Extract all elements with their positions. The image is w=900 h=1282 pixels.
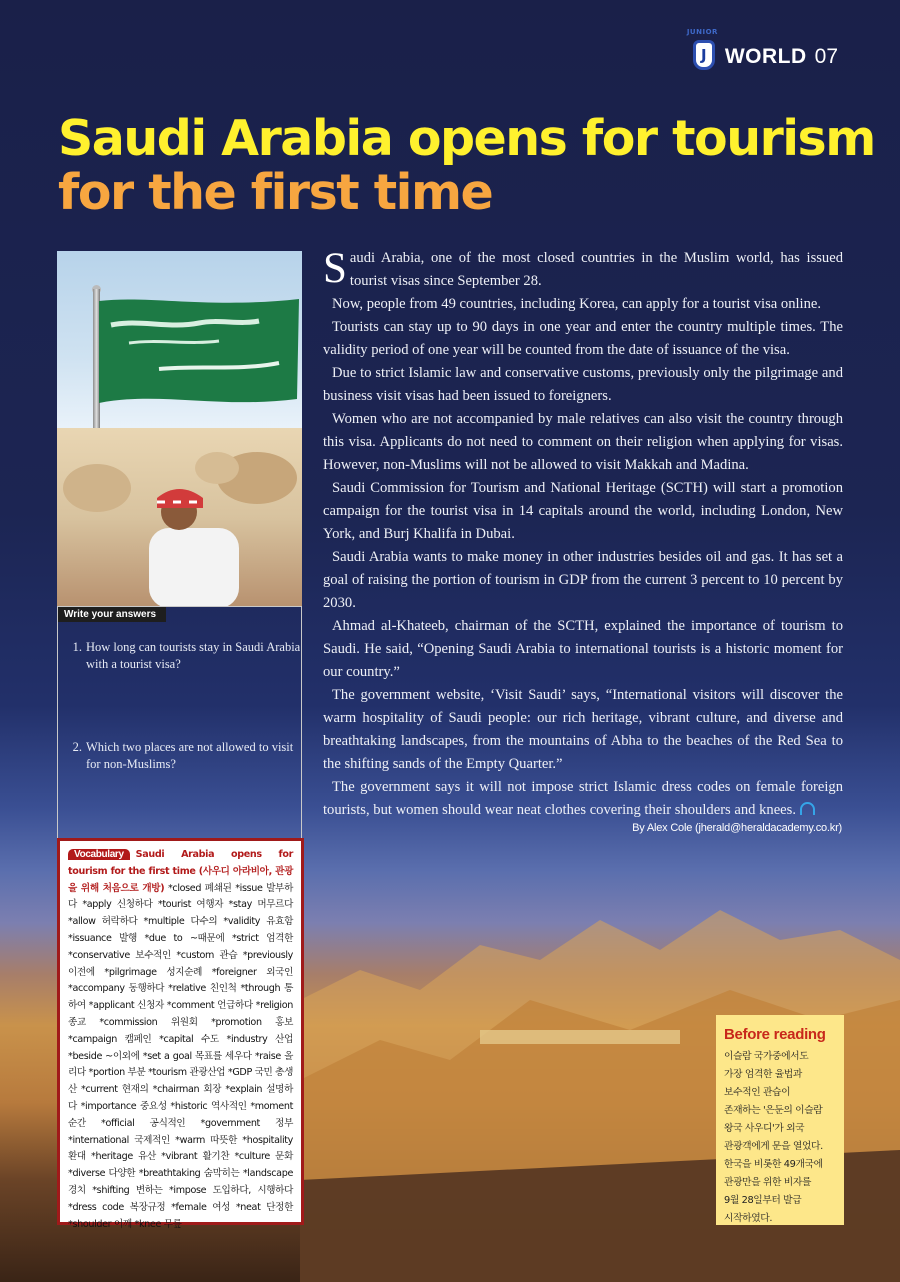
question-text: How long can tourists stay in Saudi Arabia with a tourist visa? (86, 640, 301, 672)
byline: By Alex Cole (jherald@heraldacademy.co.kr) (632, 822, 842, 834)
question-text: Which two places are not allowed to visit for non-Muslims? (86, 740, 294, 772)
question-number: 2. (72, 740, 82, 754)
headphones-icon[interactable] (800, 802, 815, 815)
article-paragraph (323, 776, 843, 822)
article-paragraph: Women who are not accompanied by male relatives can also visit the country through this visa. Applicants do not need to comment on their religion when applying for visas. However, non-Muslims will not be allowed to visit Makkah and Madina. (323, 411, 843, 473)
headline-line2: for the first time (58, 163, 493, 221)
answers-tag: Write your answers (58, 607, 166, 622)
article-paragraph (323, 247, 843, 293)
vocabulary-list: *closed 폐쇄된 *issue 발부하다 *apply 신청하다 *tourist 여행자 *stay 머무르다 *allow 허락하다 *multiple 다수의 *validity 유효함 *issuance 발행 *due to ~때문에 *strict 엄격한 *conservative 보수적인 *custom 관습 *previously 이전에 *pilgrimage 성지순례 *foreigner 외국인 *accompany 동행하다 *relative 친인척 *through 통하여 *applicant 신청자 *comment 언급하다 *religion 종교 *commission 위원회 *promotion 홍보 *campaign 캠페인 *capital 수도 *industry 산업 *beside ~이외에 *set a goal 목표를 세우다 *raise 올리다 *portion 부분 *tourism 관광산업 *GDP 국민 총생산 *current 현재의 *chairman 회장 *explain 설명하다 *importance 중요성 *historic 역사적인 *moment 순간 *official 공식적인 *government 정부 *international 국제적인 *warm 따뜻한 *hospitality 환대 *heritage 유산 *vibrant 활기찬 *culture 문화 *diverse 다양한 *breathtaking 숨막히는 *landscape 경치 *shifting 변하는 *impose 도입하다, 시행하다 *dress code 복장규정 *female 여성 *neat 단정한 *shoulder 어깨 *knee 무릎 (68, 882, 294, 1230)
vocabulary-box (57, 838, 304, 1230)
article-paragraph: Now, people from 49 countries, including Korea, can apply for a tourist visa online. (332, 296, 822, 312)
logo-badge: J (693, 40, 715, 70)
article-paragraph: Due to strict Islamic law and conservative customs, previously only the pilgrimage and business visit visas had been issued to foreigners. (323, 365, 843, 404)
camel-herder-photo (57, 428, 302, 606)
question-2 (58, 739, 301, 774)
vocabulary-tag: Vocabulary (68, 849, 130, 860)
headline-line1: Saudi Arabia opens for tourism (58, 110, 875, 167)
article-paragraph: Ahmad al-Khateeb, chairman of the SCTH, explained the importance of tourism to Saudi. He said, “Opening Saudi Arabia to international tourists is a historic moment for our country.” (323, 618, 843, 680)
logo-top-text: JUNIOR (686, 28, 718, 36)
camel-scene-illustration (57, 428, 302, 606)
page-header (686, 28, 838, 74)
flag-photo (57, 251, 302, 428)
vocabulary-title: Saudi Arabia opens for tourism for the first time (사우디 아라비아, 관광을 위해 처음으로 개방) (68, 849, 293, 894)
article-paragraph: Saudi Arabia wants to make money in other industries besides oil and gas. It has set a goal of raising the portion of tourism in GDP from the current 3 percent to 10 percent by 2030. (323, 549, 843, 611)
question-number: 1. (72, 640, 82, 654)
article-paragraph: Saudi Commission for Tourism and National Heritage (SCTH) will start a promotion campaign for the tourist visa in 14 capitals around the world, including London, New York, and Burj Khalifa in Dubai. (323, 480, 843, 542)
before-reading-heading: Before reading (724, 1026, 826, 1043)
page-number: 07 (814, 45, 838, 68)
saudi-flag-icon (99, 295, 299, 407)
article-paragraph: Tourists can stay up to 90 days in one year and enter the country multiple times. The validity period of one year will be counted from the date of issuance of the visa. (323, 319, 843, 358)
question-1 (58, 639, 301, 674)
answers-box (57, 606, 302, 842)
section-label: WORLD (724, 45, 807, 68)
before-reading-box (716, 1015, 844, 1225)
headline (58, 112, 875, 220)
article-paragraph-text: audi Arabia, one of the most closed countries in the Muslim world, has issued tourist visas since September 28. (349, 250, 843, 289)
before-reading-body: 이슬람 국가중에서도 가장 엄격한 율법과 보수적인 관습이 존재하는 '은둔의 이슬람 왕국 사우디'가 외국 관광객에게 문을 열었다. 한국을 비롯한 49개국에 관광만을 위한 비자를 9월 28일부터 발급 시작하였다. (724, 1051, 823, 1224)
article-paragraph: The government website, ‘Visit Saudi’ says, “International visitors will discover the warm hospitality of Saudi people: our rich heritage, vibrant culture, and diverse and breathtaking landscapes, from the mountains of Abha to the beaches of the Red Sea to the shifting sands of the Empty Quarter.” (323, 687, 843, 772)
junior-logo (686, 28, 718, 74)
article-paragraph-text: The government says it will not impose strict Islamic dress codes on female foreign tourists, but women should wear neat clothes covering their shoulders and knees. (323, 779, 843, 818)
drop-cap: S (323, 245, 347, 292)
article-body (323, 247, 843, 822)
